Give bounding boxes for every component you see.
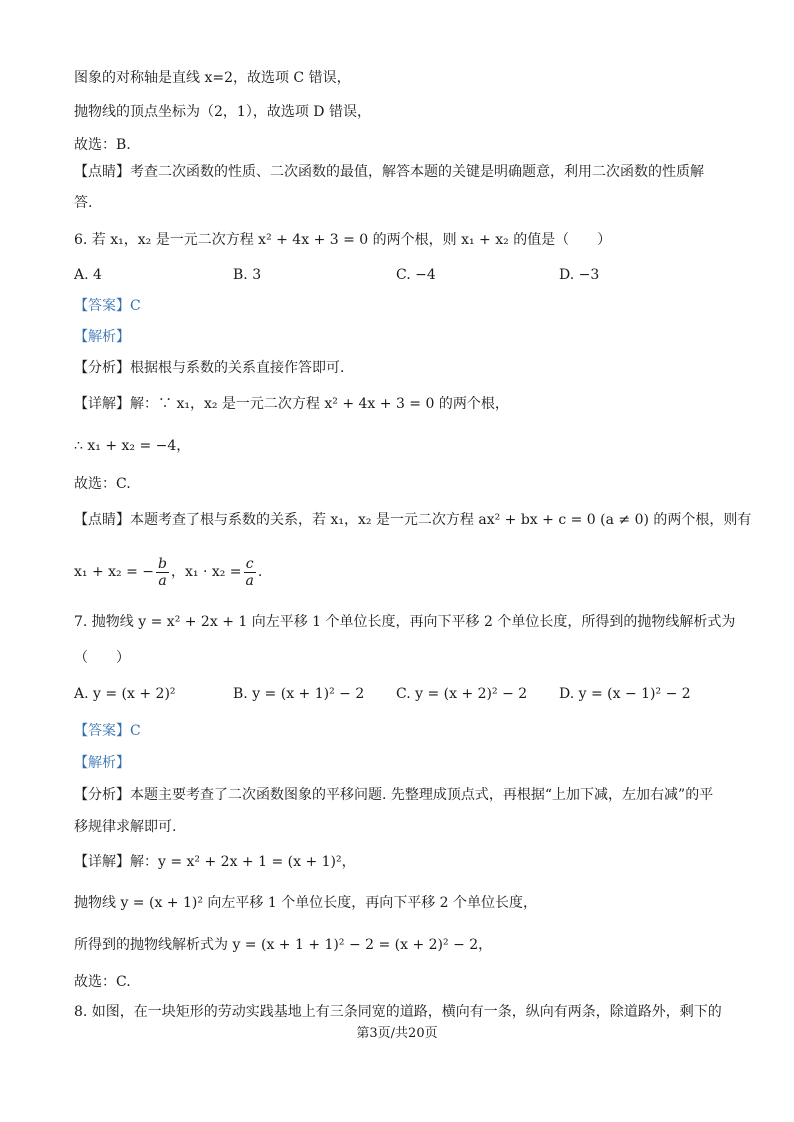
analysis-line: 【分析】本题主要考查了二次函数图象的平移问题. 先整理成顶点式，再根据“上加下减，左加右减”的平 [74,787,714,803]
text-line: 故选：C. [74,476,131,492]
question-8: 8. 如图，在一块矩形的劳动实践基地上有三条同宽的道路，横向有一条，纵向有两条，除道路外，剩下的 [74,1004,722,1020]
answer-label: 【答案】C [74,723,141,739]
formula-product: ，x₁ · x₂ = [170,564,242,580]
page-footer: 第3页/共20页 [356,1026,438,1041]
fraction-b-over-a: $\frac{b}{a}$ [158,555,167,589]
text-line: 答. [74,195,93,211]
q7-option-c: C. y = (x + 2)² − 2 [396,686,528,702]
analysis-line: 移规律求解即可. [74,819,177,835]
tip-line: 【点睛】考查二次函数的性质、二次函数的最值，解答本题的关键是明确题意，利用二次函数的性质解 [74,164,704,180]
solution-line: 抛物线 y = (x + 1)² 向左平移 1 个单位长度，再向下平移 2 个单位长度， [74,895,538,911]
tip-line: 【点睛】本题考查了根与系数的关系，若 x₁，x₂ 是一元二次方程 ax² + bx + c = 0 (a ≠ 0) 的两个根，则有 [74,512,752,528]
text-line: （ ） [74,650,130,666]
text-line: 抛物线的顶点坐标为（2，1），故选项 D 错误， [74,104,371,120]
q6-option-a: A. 4 [74,267,102,283]
q6-option-b: B. 3 [233,267,262,283]
text-line: 图象的对称轴是直线 x=2，故选项 C 错误， [74,70,351,86]
fraction-c-over-a: $\frac{c}{a}$ [245,555,254,589]
text-line: 故选：B. [74,137,131,153]
question-6: 6. 若 x₁，x₂ 是一元二次方程 x² + 4x + 3 = 0 的两个根，则 x₁ + x₂ 的值是（ ） [74,232,612,248]
text-line: 故选：C. [74,974,131,990]
analysis-label: 【解析】 [74,329,130,345]
solution-line: 【详解】解：y = x² + 2x + 1 = (x + 1)²， [74,854,356,870]
answer-label: 【答案】C [74,298,141,314]
q6-option-c: C. −4 [396,267,436,283]
solution-line: 【详解】解：∵ x₁，x₂ 是一元二次方程 x² + 4x + 3 = 0 的两个根， [74,396,509,412]
q7-option-a: A. y = (x + 2)² [74,686,176,702]
q7-option-b: B. y = (x + 1)² − 2 [233,686,365,702]
question-7: 7. 抛物线 y = x² + 2x + 1 向左平移 1 个单位长度，再向下平移 2 个单位长度，所得到的抛物线解析式为 [74,614,736,630]
solution-line: 所得到的抛物线解析式为 y = (x + 1 + 1)² − 2 = (x + 2)² − 2， [74,937,493,953]
analysis-line: 【分析】根据根与系数的关系直接作答即可. [74,360,345,376]
analysis-label: 【解析】 [74,755,130,771]
formula-sum: x₁ + x₂ = − [74,564,155,580]
vieta-formula: x₁ + x₂ = − $\frac{b}{a}$ ，x₁ · x₂ = $\frac{c}{a}$ . [74,555,263,589]
solution-line: ∴ x₁ + x₂ = −4， [74,438,191,454]
q7-option-d: D. y = (x − 1)² − 2 [559,686,691,702]
q6-option-d: D. −3 [559,267,600,283]
